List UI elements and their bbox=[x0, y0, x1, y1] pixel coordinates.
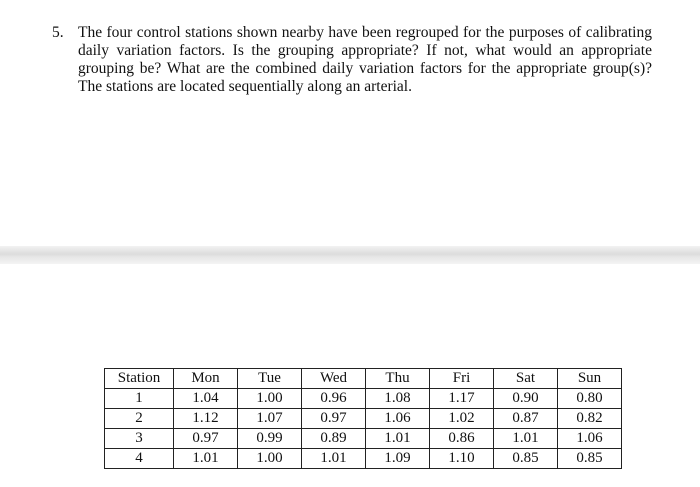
header-station: Station bbox=[105, 369, 174, 389]
table-row bbox=[105, 449, 622, 469]
table-cell: 0.96 bbox=[302, 389, 366, 409]
table-cell: 1.01 bbox=[302, 449, 366, 469]
header-tue: Tue bbox=[238, 369, 302, 389]
table-cell: 0.97 bbox=[174, 429, 238, 449]
table-cell: 0.97 bbox=[302, 409, 366, 429]
table-cell: 1.07 bbox=[238, 409, 302, 429]
table-cell: 1.00 bbox=[238, 449, 302, 469]
question-text: The four control stations shown nearby have been regrouped for the purposes of calibrating daily variation factors. Is the grouping appropriate? If not, what would an appropriate grouping be? What are the combined daily variation factors for the appropriate group(s)? The stations are located sequentially along an arterial. bbox=[78, 24, 652, 95]
table-cell: 1.01 bbox=[366, 429, 430, 449]
table-cell: 1.02 bbox=[430, 409, 494, 429]
table-cell: 1.08 bbox=[366, 389, 430, 409]
header-wed: Wed bbox=[302, 369, 366, 389]
table-cell: 0.87 bbox=[494, 409, 558, 429]
table-cell: 1.00 bbox=[238, 389, 302, 409]
table-cell: 1.09 bbox=[366, 449, 430, 469]
header-fri: Fri bbox=[430, 369, 494, 389]
header-mon: Mon bbox=[174, 369, 238, 389]
table-row bbox=[105, 389, 622, 409]
table-cell: 2 bbox=[105, 409, 174, 429]
table-cell: 0.85 bbox=[494, 449, 558, 469]
table-cell: 0.86 bbox=[430, 429, 494, 449]
table-cell: 0.90 bbox=[494, 389, 558, 409]
table-cell: 0.89 bbox=[302, 429, 366, 449]
table-cell: 1 bbox=[105, 389, 174, 409]
table-cell: 1.01 bbox=[494, 429, 558, 449]
table-header-row bbox=[105, 369, 622, 389]
table-cell: 0.99 bbox=[238, 429, 302, 449]
table-cell: 4 bbox=[105, 449, 174, 469]
question-block bbox=[52, 24, 652, 96]
table-cell: 1.17 bbox=[430, 389, 494, 409]
question-number: 5. bbox=[52, 24, 64, 41]
table-cell: 1.01 bbox=[174, 449, 238, 469]
table-cell: 1.10 bbox=[430, 449, 494, 469]
header-sat: Sat bbox=[494, 369, 558, 389]
table-cell: 1.06 bbox=[558, 429, 622, 449]
table-cell: 0.85 bbox=[558, 449, 622, 469]
table-cell: 0.82 bbox=[558, 409, 622, 429]
table-row bbox=[105, 409, 622, 429]
table-row bbox=[105, 429, 622, 449]
table-cell: 1.12 bbox=[174, 409, 238, 429]
header-sun: Sun bbox=[558, 369, 622, 389]
daily-variation-table bbox=[104, 368, 622, 469]
table-cell: 1.06 bbox=[366, 409, 430, 429]
table-cell: 0.80 bbox=[558, 389, 622, 409]
page-divider bbox=[0, 246, 700, 264]
header-thu: Thu bbox=[366, 369, 430, 389]
table-cell: 3 bbox=[105, 429, 174, 449]
table-cell: 1.04 bbox=[174, 389, 238, 409]
